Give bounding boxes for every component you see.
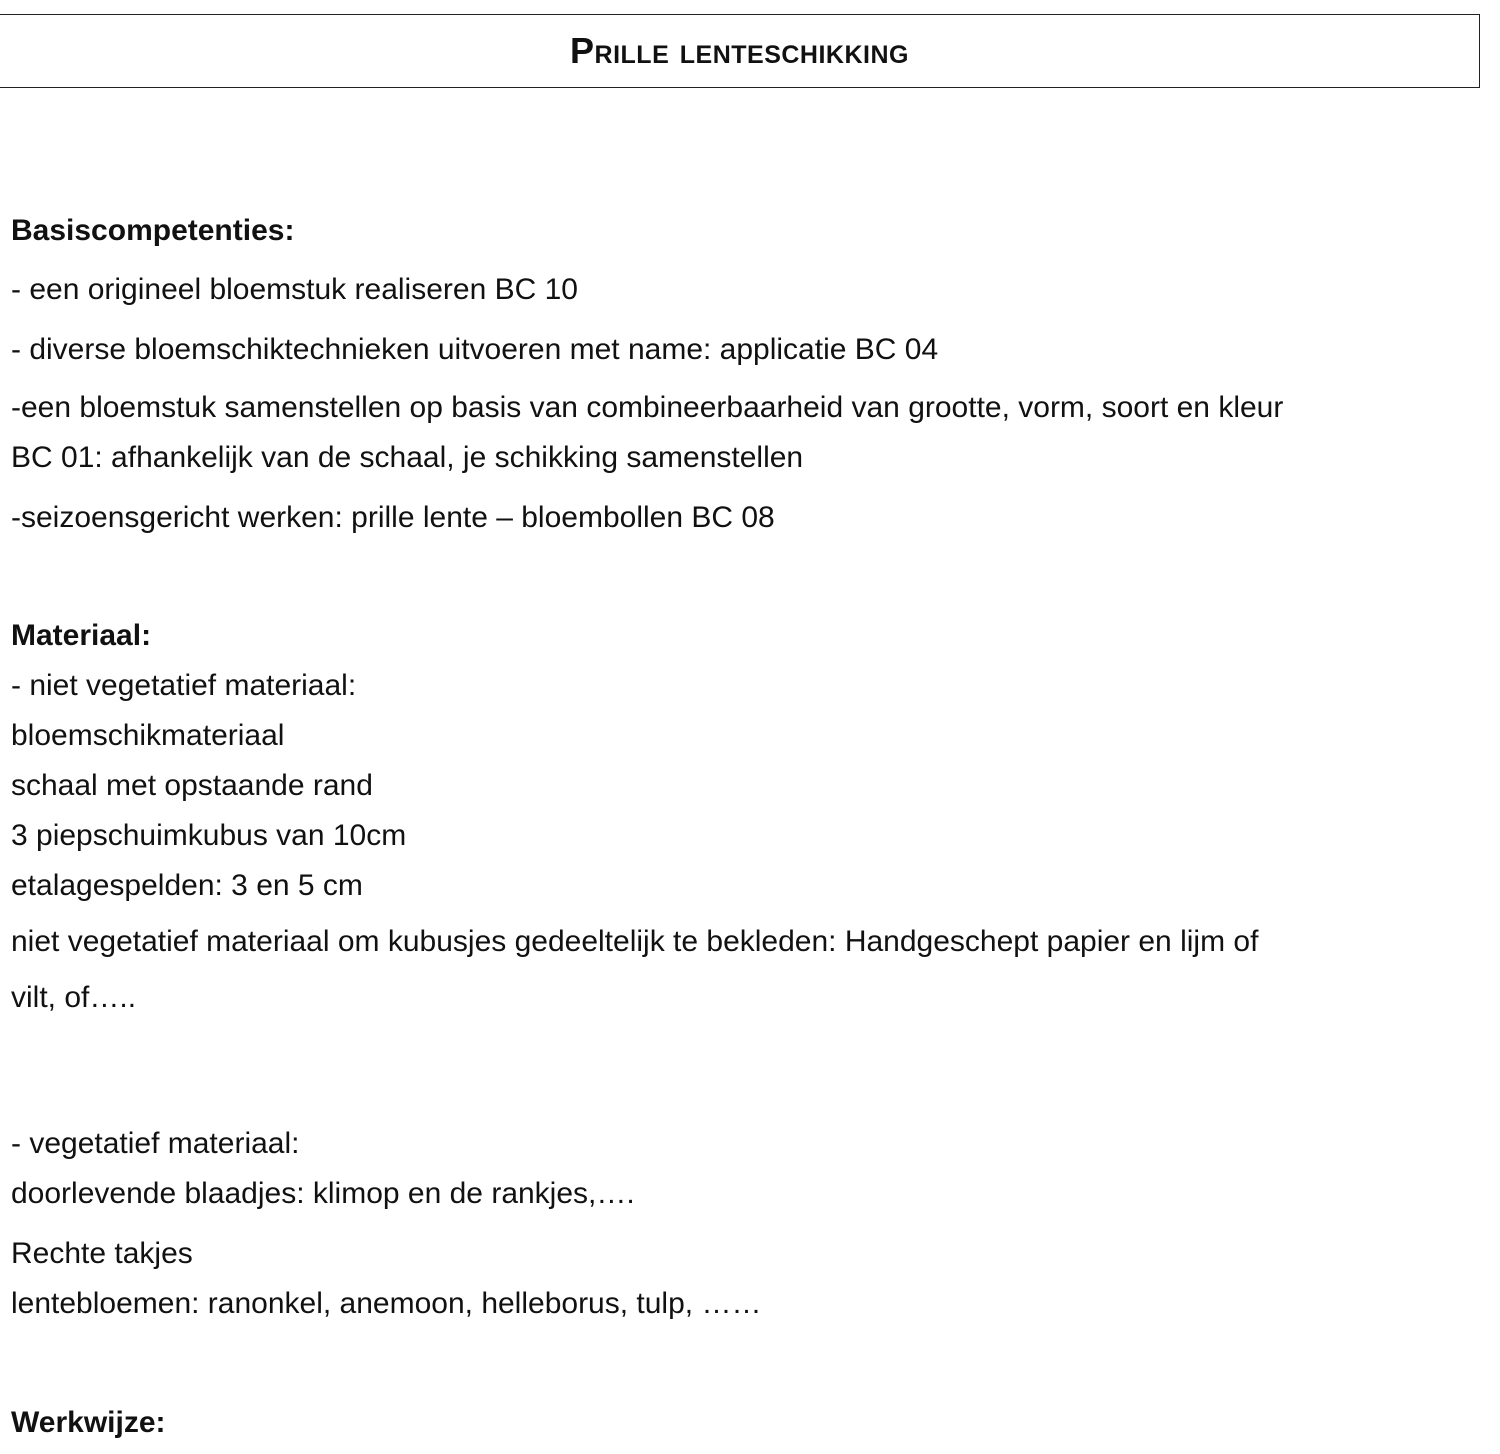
- materiaal-line: - vegetatief materiaal:: [11, 1127, 300, 1160]
- werkwijze-heading: Werkwijze:: [11, 1406, 166, 1439]
- materiaal-line: vilt, of…..: [11, 981, 137, 1014]
- materiaal-line: bloemschikmateriaal: [11, 719, 285, 752]
- page-title: Prille lenteschikking: [570, 30, 909, 71]
- materiaal-line: schaal met opstaande rand: [11, 769, 373, 802]
- materiaal-heading: Materiaal:: [11, 619, 152, 652]
- basis-line: -seizoensgericht werken: prille lente – bloembollen BC 08: [11, 501, 775, 534]
- basis-line: BC 01: afhankelijk van de schaal, je schikking samenstellen: [11, 441, 804, 474]
- materiaal-line: niet vegetatief materiaal om kubusjes gedeeltelijk te bekleden: Handgeschept papier en lijm of: [11, 925, 1259, 958]
- basiscompetenties-heading: Basiscompetenties:: [11, 214, 295, 247]
- materiaal-line: etalagespelden: 3 en 5 cm: [11, 869, 363, 902]
- basis-line: - een origineel bloemstuk realiseren BC 10: [11, 273, 578, 306]
- materiaal-line: - niet vegetatief materiaal:: [11, 669, 357, 702]
- materiaal-line: doorlevende blaadjes: klimop en de rankjes,….: [11, 1177, 635, 1210]
- basis-line: - diverse bloemschiktechnieken uitvoeren met name: applicatie BC 04: [11, 333, 939, 366]
- title-box: [0, 14, 1480, 88]
- materiaal-line: Rechte takjes: [11, 1237, 193, 1270]
- materiaal-line: lentebloemen: ranonkel, anemoon, helleborus, tulp, ……: [11, 1287, 762, 1320]
- basis-line: -een bloemstuk samenstellen op basis van combineerbaarheid van grootte, vorm, soort en kleur: [11, 391, 1284, 424]
- materiaal-line: 3 piepschuimkubus van 10cm: [11, 819, 407, 852]
